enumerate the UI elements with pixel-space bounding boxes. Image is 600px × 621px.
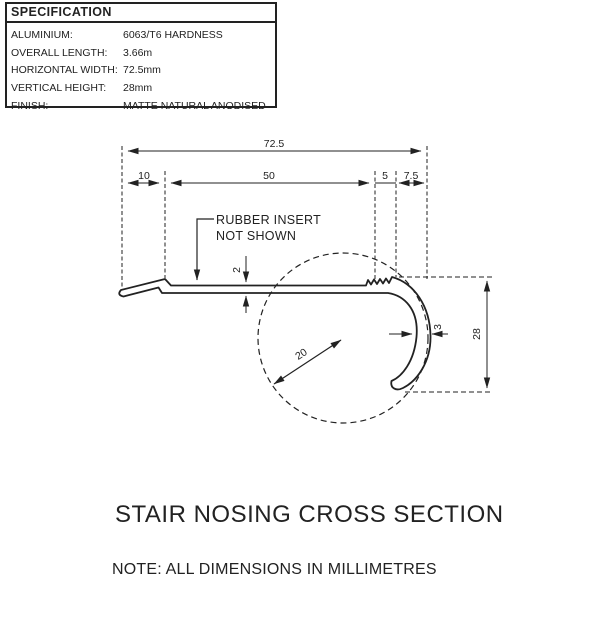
- dim-nose: [399, 170, 424, 183]
- spec-label: OVERALL LENGTH:: [11, 46, 108, 59]
- spec-value: 72.5mm: [123, 64, 161, 77]
- spec-value: 28mm: [123, 82, 153, 95]
- dim-wall-label: 3: [432, 324, 444, 330]
- dim-radius: [274, 340, 341, 384]
- spec-table-header: SPECIFICATION: [7, 4, 275, 23]
- spec-label: VERTICAL HEIGHT:: [11, 82, 107, 95]
- dim-back-edge-label: 10: [138, 170, 150, 182]
- dim-thickness-label: 2: [231, 267, 243, 273]
- rubber-insert-annotation: [197, 213, 321, 280]
- dim-channel: [171, 170, 369, 183]
- drawing-title: STAIR NOSING CROSS SECTION: [115, 501, 504, 528]
- dim-channel-label: 50: [263, 170, 275, 182]
- spec-value: 6063/T6 HARDNESS: [123, 28, 223, 41]
- rubber-insert-label-line1: RUBBER INSERT: [216, 213, 322, 227]
- rubber-insert-label-line2: NOT SHOWN: [216, 229, 297, 243]
- dim-groove: [375, 170, 396, 183]
- dim-height-label: 28: [471, 328, 483, 340]
- dimensions-note: NOTE: ALL DIMENSIONS IN MILLIMETRES: [112, 561, 437, 578]
- spec-label: HORIZONTAL WIDTH:: [11, 64, 118, 77]
- dim-back-edge: [128, 170, 159, 183]
- dim-radius-label: 20: [293, 346, 310, 363]
- radius-circle: [258, 253, 428, 423]
- dim-thickness: [231, 256, 246, 313]
- dim-groove-label: 5: [382, 170, 388, 182]
- spec-value: MATTE NATURAL ANODISED: [123, 100, 266, 113]
- dim-wall: [389, 324, 448, 334]
- spec-value: 3.66m: [123, 46, 153, 59]
- dim-overall-width-label: 72.5: [263, 138, 285, 150]
- dim-overall-width: [128, 138, 421, 151]
- spec-label: FINISH:: [11, 100, 49, 113]
- spec-label: ALUMINIUM:: [11, 28, 73, 41]
- nosing-profile: [119, 277, 430, 389]
- dim-nose-label: 7.5: [403, 170, 419, 182]
